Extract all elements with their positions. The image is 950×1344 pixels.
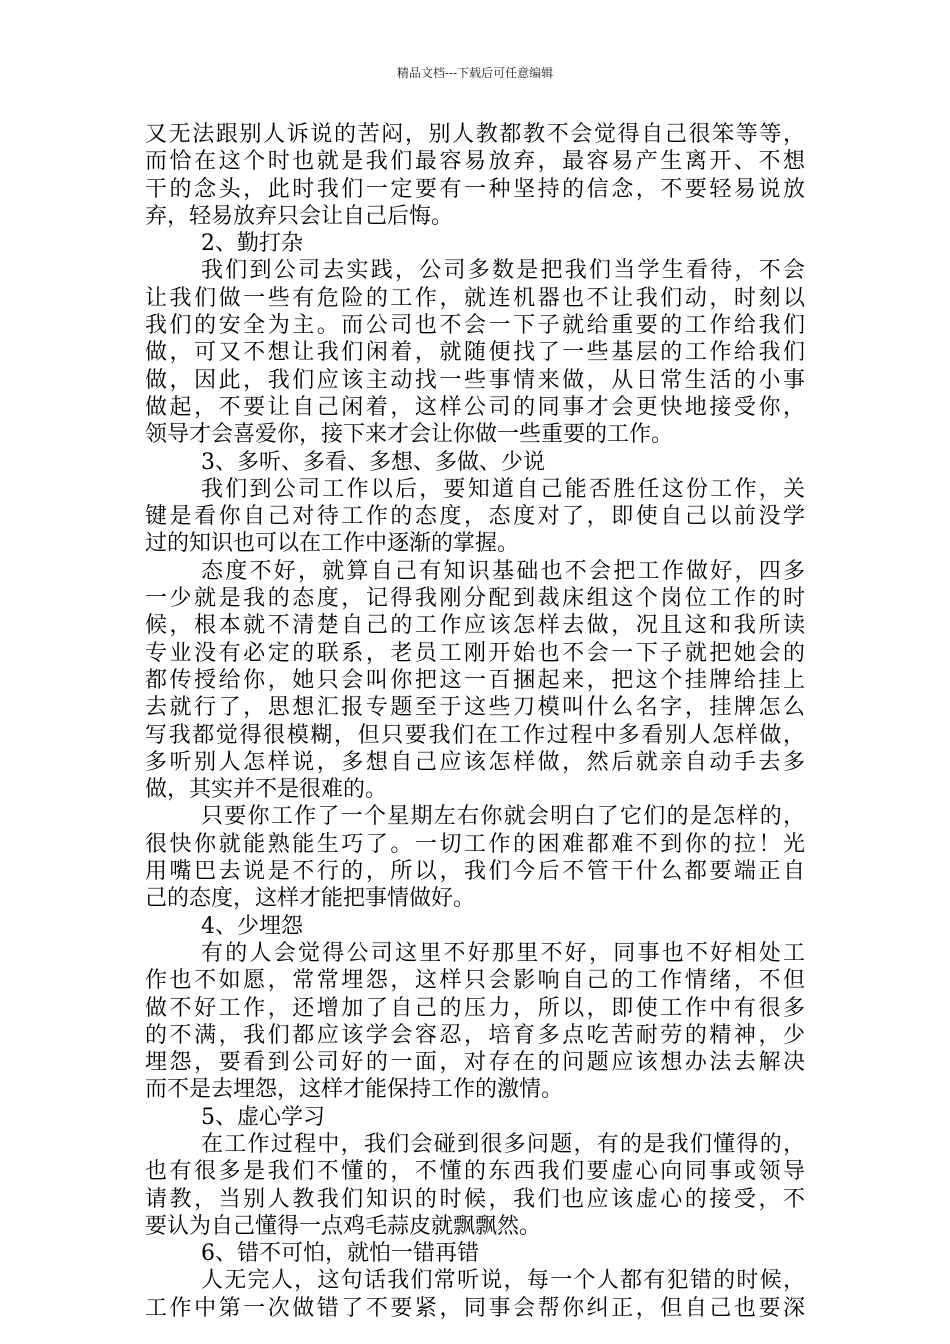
text-line: 一少就是我的态度，记得我刚分配到裁床组这个岗位工作的时 [145,586,805,612]
text-line: 有的人会觉得公司这里不好那里不好，同事也不好相处工 [201,940,805,966]
text-line: 我们的安全为主。而公司也不会一下子就给重要的工作给我们 [145,313,805,339]
text-line: 又无法跟别人诉说的苦闷，别人教都教不会觉得自己很笨等等， [145,122,805,147]
text-line: 作也不如愿，常常埋怨，这样只会影响自己的工作情绪，不但 [145,968,805,994]
text-line: 做，可又不想让我们闲着，就随便找了一些基层的工作给我们 [145,340,805,366]
text-line: 键是看你自己对待工作的态度，态度对了，即使自己以前没学 [145,504,805,530]
text-line: 做，其实并不是很难的。 [145,777,388,803]
text-line: 候，根本就不清楚自己的工作应该怎样去做，况且这和我所读 [145,613,805,639]
text-line: 2、勤打杂 [201,231,303,257]
text-line: 弃，轻易放弃只会让自己后悔。 [145,203,454,229]
text-line: 工作中第一次做错了不要紧，同事会帮你纠正，但自己也要深 [145,1295,805,1321]
text-line: 干的念头，此时我们一定要有一种坚持的信念，不要轻易说放 [145,176,805,202]
text-line: 都传授给你，她只会叫你把这一百捆起来，把这个挂牌给挂上 [145,667,805,693]
text-line: 只要你工作了一个星期左右你就会明白了它们的是怎样的， [201,804,805,830]
text-line: 过的知识也可以在工作中逐渐的掌握。 [145,531,520,557]
text-line: 要认为自己懂得一点鸡毛蒜皮就飘飘然。 [145,1213,542,1239]
text-line: 我们到公司工作以后，要知道自己能否胜任这份工作，关 [201,476,805,502]
text-line: 在工作过程中，我们会碰到很多问题，有的是我们懂得的， [201,1131,805,1157]
text-line: 做，因此，我们应该主动找一些事情来做，从日常生活的小事 [145,367,805,393]
text-line: 埋怨，要看到公司好的一面，对存在的问题应该想办法去解决 [145,1050,805,1076]
text-line: 去就行了，思想汇报专题至于这些刀模叫什么名字，挂牌怎么 [145,695,805,721]
page-header: 精品文档---下载后可任意编辑 [396,66,554,80]
text-line: 态度不好，就算自己有知识基础也不会把工作做好，四多 [201,558,805,584]
text-line: 4、少埋怨 [201,913,303,939]
text-line: 请教，当别人教我们知识的时候，我们也应该虚心的接受，不 [145,1186,805,1212]
text-line: 而不是去埋怨，这样才能保持工作的激情。 [145,1077,564,1103]
document-body [145,121,805,1322]
text-line: 做不好工作，还增加了自己的压力，所以，即使工作中有很多 [145,995,805,1021]
text-line: 我们到公司去实践，公司多数是把我们当学生看待，不会 [201,258,805,284]
text-line: 的不满，我们都应该学会容忍，培育多点吃苦耐劳的精神，少 [145,1022,805,1048]
text-line: 很快你就能熟能生巧了。一切工作的困难都难不到你的拉！光 [145,831,805,857]
text-line: 己的态度，这样才能把事情做好。 [145,886,476,912]
text-line: 也有很多是我们不懂的，不懂的东西我们要虚心向同事或领导 [145,1159,805,1185]
text-line: 领导才会喜爱你，接下来才会让你做一些重要的工作。 [145,422,674,448]
text-line: 写我都觉得很模糊，但只要我们在工作过程中多看别人怎样做， [145,722,805,748]
text-line: 多听别人怎样说，多想自己应该怎样做，然后就亲自动手去多 [145,749,805,775]
text-line: 专业没有必定的联系，老员工刚开始也不会一下子就把她会的 [145,640,805,666]
text-line: 做起，不要让自己闲着，这样公司的同事才会更快地接受你， [145,394,805,420]
text-line: 用嘴巴去说是不行的，所以，我们今后不管干什么都要端正自 [145,859,805,885]
text-line: 让我们做一些有危险的工作，就连机器也不让我们动，时刻以 [145,285,805,311]
text-line: 而恰在这个时也就是我们最容易放弃，最容易产生离开、不想 [145,149,805,175]
text-line: 5、虚心学习 [201,1104,325,1130]
text-line: 人无完人，这句话我们常听说，每一个人都有犯错的时候， [201,1268,805,1294]
text-line: 6、错不可怕，就怕一错再错 [201,1241,479,1267]
text-line: 3、多听、多看、多想、多做、少说 [201,449,545,475]
